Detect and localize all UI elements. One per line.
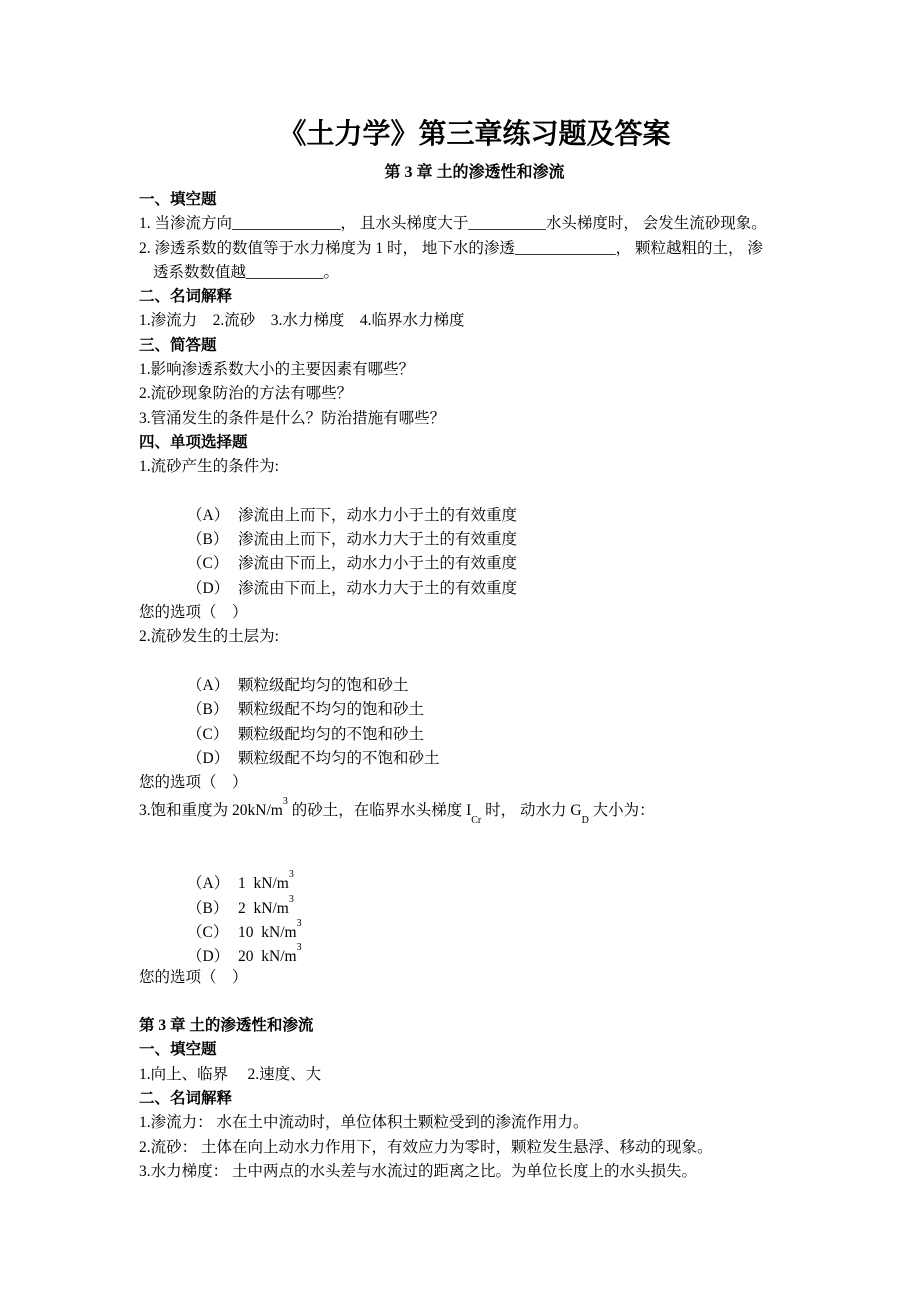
- section-heading-fill: 一、填空题: [139, 191, 217, 208]
- chapter-heading: 第 3 章 土的渗透性和渗流: [384, 164, 565, 181]
- option-text: 1 kN/m: [238, 875, 289, 893]
- document-title: 《土力学》第三章练习题及答案: [278, 119, 671, 150]
- document-body: [139, 188, 810, 1184]
- spacer: [139, 480, 810, 504]
- stem-text: 时， 动水力 G: [481, 802, 582, 820]
- option-label: （D）: [187, 579, 230, 597]
- mcq1-option-c: [139, 552, 810, 576]
- option-label: （A）: [187, 676, 230, 694]
- short-answer-question-1: 1.影响渗透系数大小的主要因素有哪些？: [139, 361, 415, 379]
- option-text: 渗流由上而下，动水力大于土的有效重度: [238, 531, 518, 549]
- short-answer-question-3: 3.管涌发生的条件是什么？防治措施有哪些？: [139, 409, 446, 427]
- option-label: （B）: [187, 899, 229, 917]
- spacer: [139, 844, 810, 868]
- option-text: 颗粒级配均匀的不饱和砂土: [238, 725, 425, 743]
- option-label: （A）: [187, 506, 230, 524]
- spacer: [139, 650, 810, 674]
- mcq2-option-a: [139, 674, 810, 698]
- subscript: D: [581, 814, 589, 826]
- option-text: 颗粒级配均匀的饱和砂土: [238, 676, 409, 694]
- option-label: （C）: [187, 924, 229, 942]
- mcq1-option-b: [139, 528, 810, 552]
- fill-question-1: 1. 当渗流方向______________， 且水头梯度大于__________水头梯度时， 会发生流砂现象。: [139, 215, 767, 233]
- answers-fill-heading: 一、填空题: [139, 1041, 217, 1059]
- mcq2-option-d: [139, 747, 810, 771]
- terms-item-list: 1.渗流力 2.流砂 3.水力梯度 4.临界水力梯度: [139, 312, 465, 330]
- mcq3-your-choice: 您的选项（ ）: [139, 968, 248, 986]
- fill-question-2-line2: 透系数数值越__________。: [153, 263, 340, 281]
- superscript: 3: [288, 893, 294, 905]
- option-label: （B）: [187, 531, 229, 549]
- stem-text: 大小为：: [588, 802, 655, 820]
- option-text: 渗流由上而下，动水力小于土的有效重度: [238, 506, 518, 524]
- answers-term-1: 1.渗流力： 水在土中流动时，单位体积土颗粒受到的渗流作用力。: [139, 1114, 589, 1132]
- superscript: 3: [288, 869, 294, 881]
- option-text: 颗粒级配不均匀的饱和砂土: [238, 701, 425, 719]
- subscript: Cr: [471, 814, 482, 826]
- mcq2-your-choice: 您的选项（ ）: [139, 774, 248, 792]
- mcq1-your-choice: 您的选项（ ）: [139, 604, 248, 622]
- section-heading-mcq: 四、单项选择题: [139, 433, 248, 451]
- mcq-question-3-stem: [139, 795, 810, 826]
- option-label: （B）: [187, 701, 229, 719]
- stem-text: 3.饱和重度为 20kN/m: [139, 802, 283, 820]
- answers-term-3: 3.水力梯度： 土中两点的水头差与水流过的距离之比。为单位长度上的水头损失。: [139, 1162, 698, 1180]
- superscript: 3: [296, 942, 302, 954]
- mcq3-option-a: [139, 868, 810, 892]
- mcq-question-1-stem: 1.流砂产生的条件为:: [139, 458, 279, 476]
- option-label: （D）: [187, 948, 230, 966]
- mcq2-option-c: [139, 723, 810, 747]
- answers-terms-heading: 二、名词解释: [139, 1089, 233, 1107]
- mcq3-option-d: [139, 941, 810, 965]
- option-label: （D）: [187, 749, 230, 767]
- option-text: 渗流由下而上，动水力大于土的有效重度: [238, 579, 518, 597]
- superscript: 3: [296, 917, 302, 929]
- mcq3-option-c: [139, 917, 810, 941]
- fill-question-2-line1: 2. 渗透系数的数值等于水力梯度为 1 时， 地下水的渗透_____________， 颗粒越粗的土， 渗: [139, 239, 763, 257]
- option-label: （C）: [187, 725, 229, 743]
- mcq1-option-d: [139, 577, 810, 601]
- section-heading-short-answer: 三、简答题: [139, 336, 217, 354]
- section-heading-terms: 二、名词解释: [139, 288, 233, 306]
- option-text: 20 kN/m: [238, 948, 297, 966]
- short-answer-question-2: 2.流砂现象防治的方法有哪些？: [139, 385, 353, 403]
- mcq3-option-b: [139, 893, 810, 917]
- option-text: 2 kN/m: [238, 899, 289, 917]
- superscript: 3: [282, 796, 288, 808]
- mcq2-option-b: [139, 698, 810, 722]
- option-text: 渗流由下而上，动水力小于土的有效重度: [238, 555, 518, 573]
- mcq-question-2-stem: 2.流砂发生的土层为:: [139, 628, 279, 646]
- answers-fill-values: 1.向上、临界 2.速度、大: [139, 1065, 322, 1083]
- answers-term-2: 2.流砂： 土体在向上动水力作用下，有效应力为零时，颗粒发生悬浮、移动的现象。: [139, 1138, 713, 1156]
- option-text: 10 kN/m: [238, 924, 297, 942]
- option-text: 颗粒级配不均匀的不饱和砂土: [238, 749, 440, 767]
- mcq1-option-a: [139, 504, 810, 528]
- option-label: （C）: [187, 555, 229, 573]
- stem-text: 的砂土，在临界水头梯度 I: [287, 802, 472, 820]
- spacer: [139, 990, 810, 1014]
- option-label: （A）: [187, 875, 230, 893]
- answers-chapter-heading: 第 3 章 土的渗透性和渗流: [139, 1017, 314, 1035]
